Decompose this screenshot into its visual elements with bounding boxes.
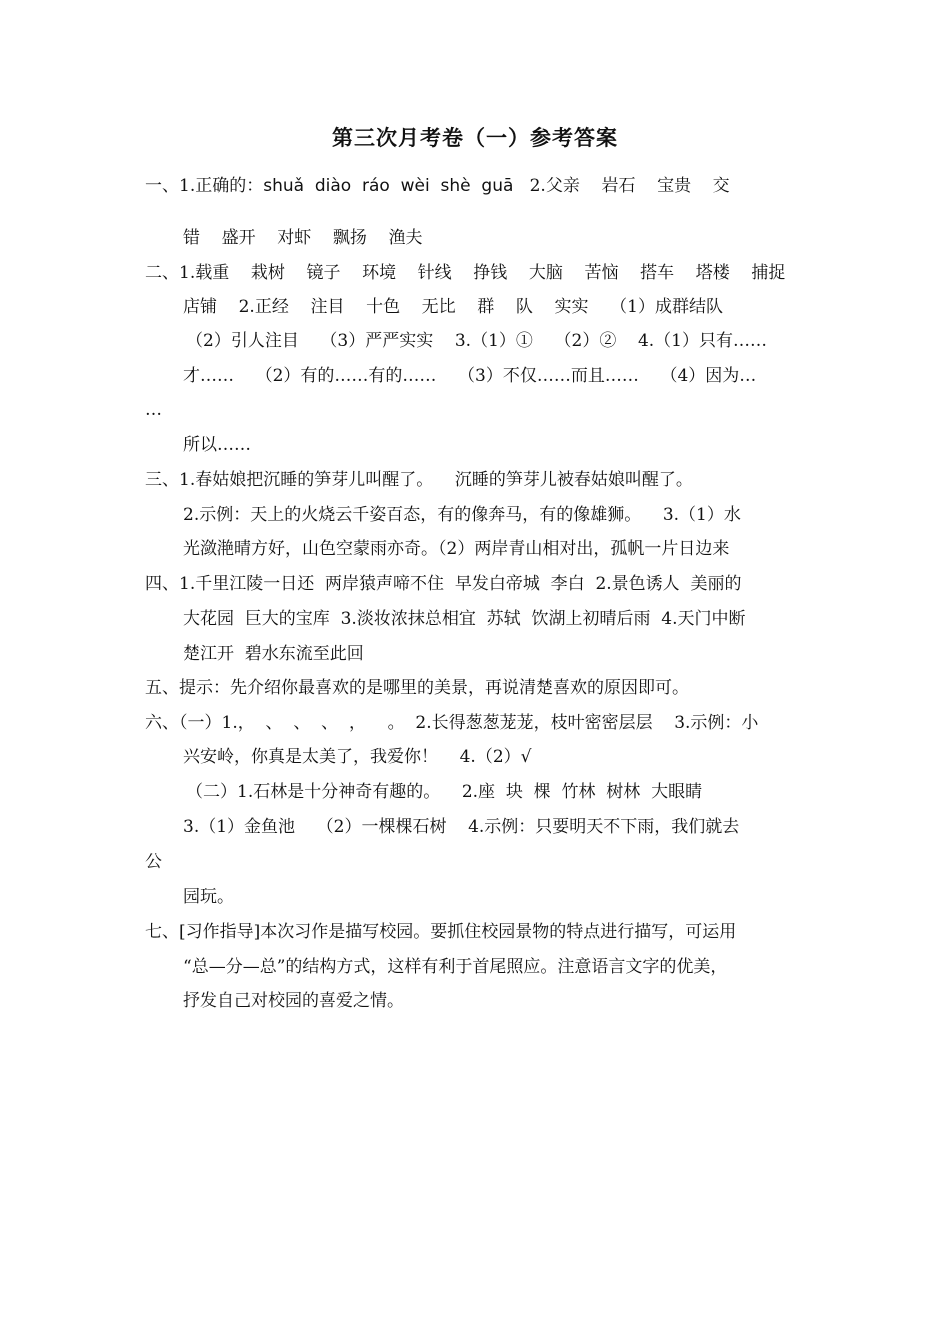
- answer-line: 店铺 2.正经 注目 十色 无比 群 队 实实 （1）成群结队: [183, 297, 723, 317]
- answer-line: 大花园 巨大的宝库 3.淡妆浓抹总相宜 苏轼 饮湖上初晴后雨 4.天门中断: [183, 609, 746, 629]
- answer-line: 才…… （2）有的……有的…… （3）不仅……而且…… （4）因为…: [183, 366, 757, 386]
- answer-line: 3.（1）金鱼池 （2）一棵棵石树 4.示例：只要明天不下雨，我们就去: [183, 817, 740, 837]
- answer-line: 2.示例：天上的火烧云千姿百态，有的像奔马，有的像雄狮。 3.（1）水: [183, 505, 741, 525]
- answer-line: （二）1.石林是十分神奇有趣的。 2.座 块 棵 竹林 树林 大眼睛: [186, 782, 703, 802]
- answer-line: 园玩。: [183, 887, 234, 907]
- answer-line: 四、1.千里江陵一日还 两岸猿声啼不住 早发白帝城 李白 2.景色诱人 美丽的: [145, 574, 742, 594]
- answer-line: …: [145, 400, 162, 420]
- answer-text: 2.父亲 岩石 宝贵 交: [513, 176, 730, 196]
- answer-line: 楚江开 碧水东流至此回: [183, 644, 364, 664]
- answer-text: 一、1.正确的：: [145, 176, 264, 196]
- answer-line: 三、1.春姑娘把沉睡的笋芽儿叫醒了。 沉睡的笋芽儿被春姑娘叫醒了。: [145, 470, 693, 490]
- answer-line: 兴安岭，你真是太美了，我爱你！ 4.（2）√: [183, 747, 532, 767]
- answer-line: [145, 174, 730, 198]
- answer-line: 光潋滟晴方好，山色空蒙雨亦奇。（2）两岸青山相对出，孤帆一片日边来: [183, 539, 730, 559]
- answer-line: 公: [145, 852, 162, 872]
- answer-line: 七、[习作指导]本次习作是描写校园。要抓住校园景物的特点进行描写，可运用: [145, 922, 737, 942]
- page-title: 第三次月考卷（一）参考答案: [332, 126, 618, 150]
- answer-line: 六、（一）1.， 、 、 、 ， 。 2.长得葱葱茏茏，枝叶密密层层 3.示例：小: [145, 713, 759, 733]
- answer-line: “总—分—总”的结构方式，这样有利于首尾照应。注意语言文字的优美，: [183, 957, 728, 977]
- answer-line: 抒发自己对校园的喜爱之情。: [183, 991, 404, 1011]
- pinyin-text: shuǎ diào ráo wèi shè guā: [263, 176, 514, 196]
- answer-line: （2）引人注目 （3）严严实实 3.（1）① （2）② 4.（1）只有……: [186, 331, 767, 351]
- answer-line: 二、1.载重 栽树 镜子 环境 针线 挣钱 大脑 苦恼 搭车 塔楼 捕捉: [145, 263, 786, 283]
- answer-line: 五、提示：先介绍你最喜欢的是哪里的美景，再说清楚喜欢的原因即可。: [145, 678, 689, 698]
- answer-line: 所以……: [183, 435, 251, 455]
- answer-line: 错 盛开 对虾 飘扬 渔夫: [183, 228, 423, 248]
